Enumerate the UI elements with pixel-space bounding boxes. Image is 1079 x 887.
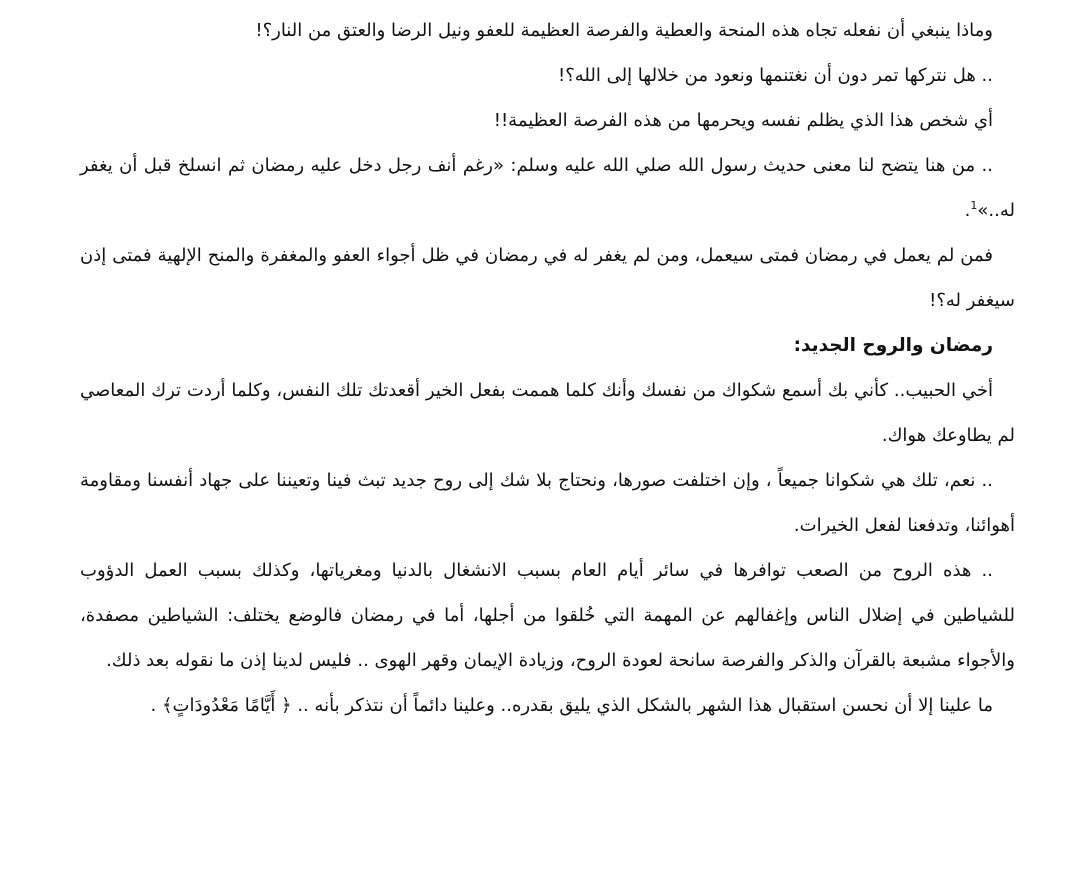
- paragraph-2: .. هل نتركها تمر دون أن نغتنمها ونعود من خلالها إلى الله؟!: [558, 65, 993, 86]
- footnote-marker[interactable]: 1: [970, 199, 978, 212]
- paragraph-8: .. هذه الروح من الصعب توافرها في سائر أيام العام بسبب الانشغال بالدنيا ومغرياتها، وكذلك بسبب العمل الدؤوب للشياطين في إضلال الناس وإغفالهم عن المهمة التي خُلقوا من أجلها، أما في رمضان فالوضع يختلف: الشياطين مصفدة، والأجواء مشبعة بالقرآن والذكر والفرصة سانحة لعودة الروح، وزيادة الإيمان وقهر الهوى .. فليس لدينا إذن ما نقوله بعد ذلك.: [80, 560, 1015, 671]
- paragraph-9: [80, 683, 1015, 728]
- paragraph-3: أي شخص هذا الذي يظلم نفسه ويحرمها من هذه الفرصة العظيمة!!: [493, 110, 993, 131]
- paragraph-4: [80, 143, 1015, 233]
- paragraph-6: أخي الحبيب.. كأني بك أسمع شكواك من نفسك وأنك كلما هممت بفعل الخير أقعدتك تلك النفس، وكلما أردت ترك المعاصي لم يطاوعك هواك.: [80, 380, 1015, 446]
- paragraph-1: وماذا ينبغي أن نفعله تجاه هذه المنحة والعطية والفرصة العظيمة للعفو ونيل الرضا والعتق من النار؟!: [255, 20, 993, 41]
- section-heading: رمضان والروح الجديد:: [793, 335, 993, 356]
- paragraph-9-end: .: [150, 695, 162, 716]
- paragraph-7: .. نعم، تلك هي شكوانا جميعاً ، وإن اختلفت صورها، ونحتاج بلا شك إلى روح جديد تبث فينا وتعيننا على جهاد أنفسنا ومقاومة أهوائنا، وتدفعنا لفعل الخيرات.: [80, 470, 1015, 536]
- quran-verse: ﴿ أَيَّامًا مَعْدُودَاتٍ﴾: [162, 695, 292, 716]
- paragraph-4-end: .: [964, 200, 971, 221]
- document-page: [80, 8, 1015, 728]
- paragraph-9-text: ما علينا إلا أن نحسن استقبال هذا الشهر بالشكل الذي يليق بقدره.. وعلينا دائماً أن نتذكر بأنه ..: [291, 695, 993, 716]
- hadith-text: .. من هنا يتضح لنا معنى حديث رسول الله صلي الله عليه وسلم: «رغم أنف رجل دخل عليه رمضان ثم انسلخ قبل أن يغفر له..»: [80, 155, 1015, 221]
- paragraph-5: فمن لم يعمل في رمضان فمتى سيعمل، ومن لم يغفر له في رمضان في ظل أجواء العفو والمغفرة والمنح الإلهية فمتى إذن سيغفر له؟!: [80, 245, 1015, 311]
